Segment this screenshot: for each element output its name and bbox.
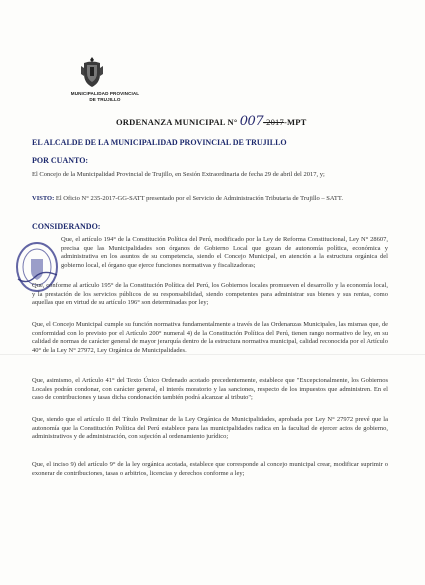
considerando-paragraph-4: Que, asimismo, el Artículo 41° del Texto Único Ordenado acotado precedentemente, establece que "Excepcionalmente, los Gobiernos Locales podrán condonar, con carácter general, el interés moratorio y las sanciones, respecto de los impuestos que administren. En el caso de contribuciones y tasas dicha condonación también podrá alcanzar al tributo"; xyxy=(32,377,388,402)
ordinance-title xyxy=(116,114,306,129)
considerando-heading: CONSIDERANDO: xyxy=(32,222,101,231)
municipal-coat-of-arms-icon xyxy=(79,56,105,88)
considerando-paragraph-5: Que, siendo que el artículo II del Título Preliminar de la Ley Orgánica de Municipalidades, aprobada por Ley N° 27972 prevé que la autonomía que la Constitución Política del Perú establece para las municipalidades radica en la facultad de ejercer actos de gobierno, administrativos y de administración, con sujeción al ordenamiento jurídico; xyxy=(32,416,388,441)
title-year-struck: -2017 xyxy=(263,117,284,127)
municipality-name xyxy=(60,91,150,103)
title-prefix: ORDENANZA MUNICIPAL N° xyxy=(116,117,240,127)
paper-fold-line xyxy=(0,354,425,355)
considerando-paragraph-6: Que, el inciso 9) del artículo 9° de la ley orgánica acotada, establece que corresponde al concejo municipal crear, modificar suprimir o exonerar de contribuciones, tasas o arbitrios, licencias y derechos conforme a ley; xyxy=(32,461,388,477)
municipality-line-2: DE TRUJILLO xyxy=(89,97,121,102)
title-number-handwritten: 007 xyxy=(239,114,264,129)
considerando-paragraph-1: Que, el artículo 194° de la Constitución Política del Perú, modificado por la Ley de Reforma Constitucional, Ley N° 28607, precisa que las Municipalidades son órganos de Gobierno Local que gozan de autonomía política, económica y administrativa en los asuntos de su competencia, siendo el Concejo Municipal, en atención a la estructura orgánica del gobierno local, el órgano que ejerce funciones normativas y fiscalizadoras; xyxy=(61,236,388,270)
municipality-line-1: MUNICIPALIDAD PROVINCIAL xyxy=(70,91,140,96)
visto-paragraph xyxy=(32,195,388,204)
considerando-paragraph-3: Que, el Concejo Municipal cumple su función normativa fundamentalmente a través de las Ordenanzas Municipales, las mismas que, de conformidad con lo previsto por el Artículo 200° numeral 4) de la Constitución Política del Perú, tienen rango normativo de ley, en su calidad de normas de carácter general de mayor jerarquía dentro de la estructura normativa municipal, calidad reconocida por el Artículo 40° de la Ley N° 27972, Ley Orgánica de Municipalidades. xyxy=(32,321,388,355)
considerando-paragraph-2: Que, conforme al artículo 195° de la Constitución Política del Perú, los Gobiernos locales promueven el desarrollo y la economía local, y la prestación de los servicios públicos de su responsabilidad, siendo competentes para administrar sus bienes y sus rentas, como aquellas que en virtud de su artículo 196° son determinadas por ley; xyxy=(32,282,388,307)
title-suffix: -MPT xyxy=(283,117,307,127)
intro-paragraph: El Concejo de la Municipalidad Provincial de Trujillo, en Sesión Extraordinaria de fecha 29 de abril del 2017, y; xyxy=(32,171,325,178)
por-cuanto-heading: POR CUANTO: xyxy=(32,156,89,165)
alcalde-heading: EL ALCALDE DE LA MUNICIPALIDAD PROVINCIAL DE TRUJILLO xyxy=(32,138,287,147)
visto-label: VISTO: xyxy=(32,195,55,202)
visto-text: El Oficio N° 235-2017-GG-SATT presentado por el Servicio de Administración Tributaria de Trujillo – SATT. xyxy=(54,195,343,202)
